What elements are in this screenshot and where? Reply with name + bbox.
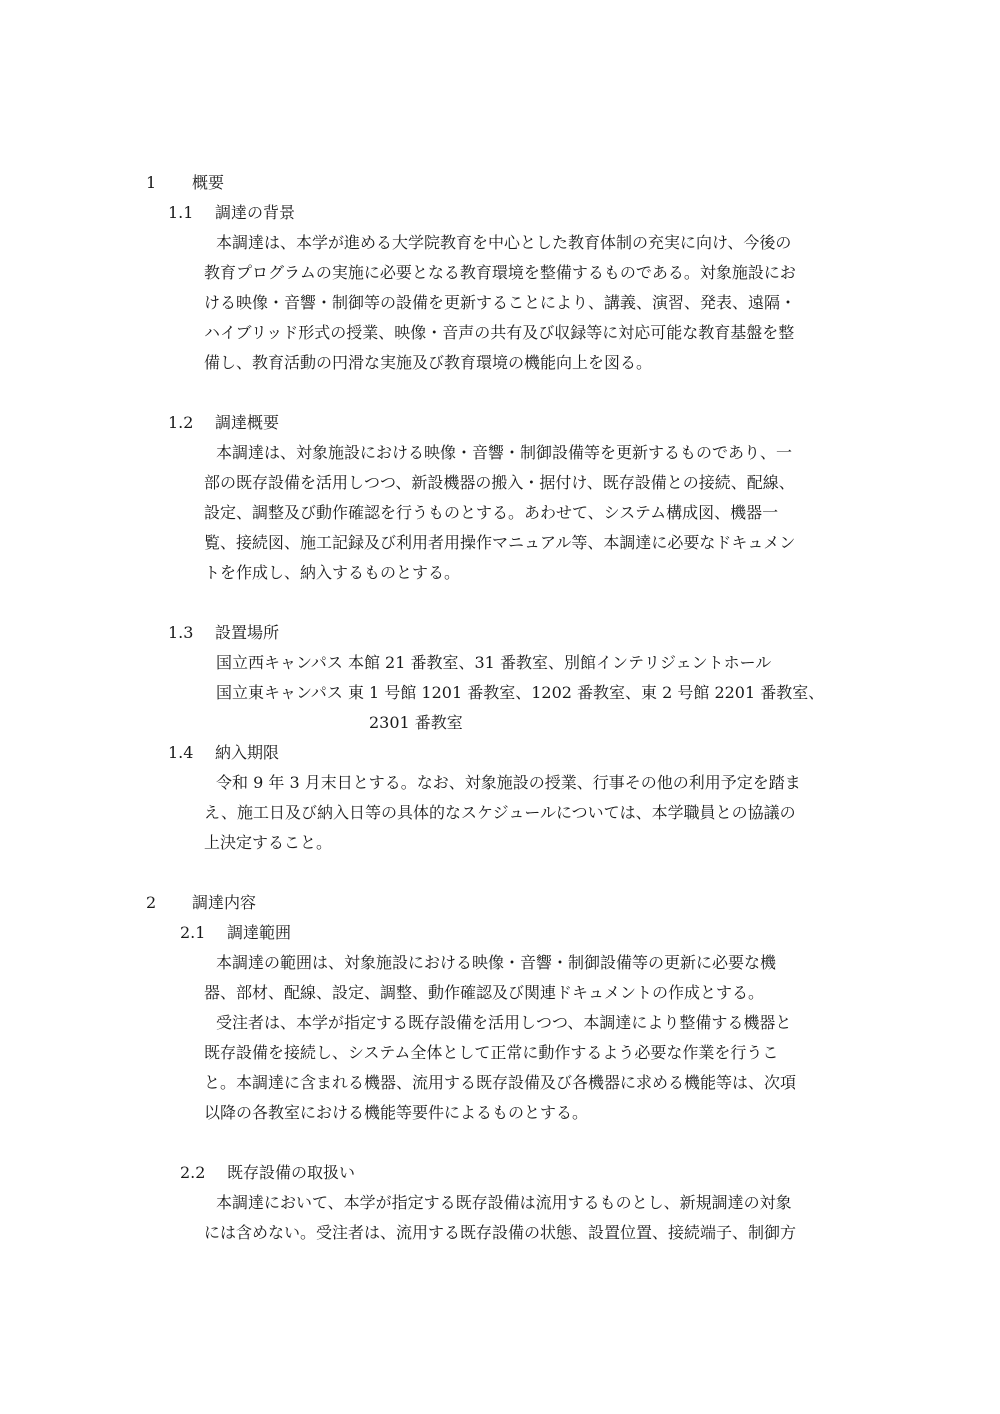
section-number: 2: [146, 893, 157, 912]
subsection-number: 2.2: [180, 1163, 206, 1182]
paragraph-line: え、施工日及び納入日等の具体的なスケジュールについては、本学職員との協議の: [204, 803, 796, 822]
subsection-heading: [168, 413, 279, 433]
paragraph-line: 器、部材、配線、設定、調整、動作確認及び関連ドキュメントの作成とする。: [204, 983, 765, 1002]
subsection-title: 調達範囲: [227, 923, 292, 942]
paragraph-line: 令和 9 年 3 月末日とする。なお、対象施設の授業、行事その他の利用予定を踏ま: [216, 773, 801, 792]
subsection-number: 1.4: [168, 743, 194, 762]
paragraph-line: ける映像・音響・制御等の設備を更新することにより、講義、演習、発表、遠隔・: [204, 293, 797, 312]
section-heading: [146, 893, 256, 913]
paragraph-line: 以降の各教室における機能等要件によるものとする。: [204, 1103, 589, 1122]
paragraph-line: トを作成し、納入するものとする。: [204, 563, 461, 582]
section-title: 概要: [192, 173, 225, 192]
paragraph-line: ハイブリッド形式の授業、映像・音声の共有及び収録等に対応可能な教育基盤を整: [204, 323, 795, 342]
subsection-title: 納入期限: [215, 743, 280, 762]
subsection-title: 調達概要: [215, 413, 280, 432]
subsection-number: 2.1: [180, 923, 206, 942]
subsection-number: 1.1: [168, 203, 194, 222]
location-line: 2301 番教室: [369, 713, 463, 732]
paragraph-line: と。本調達に含まれる機器、流用する既存設備及び各機器に求める機能等は、次項: [204, 1073, 797, 1092]
paragraph-line: 本調達は、本学が進める大学院教育を中心とした教育体制の充実に向け、今後の: [216, 233, 792, 252]
location-line: 国立東キャンパス 東 1 号館 1201 番教室、1202 番教室、東 2 号館 2201 番教室、: [216, 683, 825, 702]
subsection-number: 1.2: [168, 413, 194, 432]
subsection-title: 調達の背景: [215, 203, 296, 222]
paragraph-line: 設定、調整及び動作確認を行うものとする。あわせて、システム構成図、機器一: [204, 503, 779, 522]
subsection-heading: [180, 923, 291, 943]
section-heading: [146, 173, 224, 193]
subsection-number: 1.3: [168, 623, 194, 642]
subsection-title: 設置場所: [215, 623, 280, 642]
paragraph-line: 教育プログラムの実施に必要となる教育環境を整備するものである。対象施設にお: [204, 263, 796, 282]
subsection-heading: [168, 743, 279, 763]
subsection-heading: [168, 623, 279, 643]
paragraph-line: 既存設備を接続し、システム全体として正常に動作するよう必要な作業を行うこ: [204, 1043, 779, 1062]
paragraph-line: 覧、接続図、施工記録及び利用者用操作マニュアル等、本調達に必要なドキュメン: [204, 533, 796, 552]
paragraph-line: 本調達の範囲は、対象施設における映像・音響・制御設備等の更新に必要な機: [216, 953, 777, 972]
paragraph-line: 本調達は、対象施設における映像・音響・制御設備等を更新するものであり、一: [216, 443, 793, 462]
paragraph-line: 上決定すること。: [204, 833, 333, 852]
location-line: 国立西キャンパス 本館 21 番教室、31 番教室、別館インテリジェントホール: [216, 653, 772, 672]
section-title: 調達内容: [192, 893, 257, 912]
paragraph-line: 受注者は、本学が指定する既存設備を活用しつつ、本調達により整備する機器と: [216, 1013, 792, 1032]
paragraph-line: 備し、教育活動の円滑な実施及び教育環境の機能向上を図る。: [204, 353, 653, 372]
subsection-heading: [168, 203, 295, 223]
subsection-heading: [180, 1163, 355, 1183]
subsection-title: 既存設備の取扱い: [227, 1163, 356, 1182]
section-number: 1: [146, 173, 157, 192]
paragraph-line: 本調達において、本学が指定する既存設備は流用するものとし、新規調達の対象: [216, 1193, 792, 1212]
paragraph-line: 部の既存設備を活用しつつ、新設機器の搬入・据付け、既存設備との接続、配線、: [204, 473, 795, 492]
paragraph-line: には含めない。受注者は、流用する既存設備の状態、設置位置、接続端子、制御方: [204, 1223, 797, 1242]
